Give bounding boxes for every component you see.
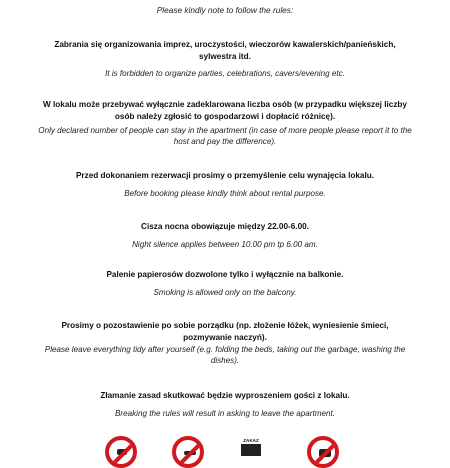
rule-text-en: Smoking is allowed only on the balcony. bbox=[153, 287, 297, 297]
no-noise-icon bbox=[307, 436, 339, 468]
rule-smoking bbox=[45, 269, 405, 298]
rule-text-pl: Przed dokonaniem rezerwacji prosimy o przemyślenie celu wynajęcia lokalu. bbox=[75, 171, 375, 180]
cigarette-icon bbox=[184, 451, 196, 455]
rule-text-en: Only declared number of people can stay in the apartment (in case of more people please report it to the host and pay the difference). bbox=[38, 126, 412, 147]
rule-tidy bbox=[38, 320, 412, 367]
rule-text-pl: Zabrania się organizowania imprez, uroczystości, wieczorów kawalerskich/panieńskich, sylwestra itd. bbox=[54, 40, 396, 61]
speaker-icon bbox=[319, 449, 331, 457]
rule-guest-count bbox=[38, 99, 412, 148]
zakaz-label: ZAKAZ bbox=[243, 438, 259, 443]
intro-text: Please kindly note to follow the rules: bbox=[156, 5, 294, 15]
no-smoking-icon bbox=[172, 436, 204, 468]
prohibition-icons-row bbox=[0, 436, 450, 456]
no-party-icon bbox=[105, 436, 137, 468]
rule-text-pl: Palenie papierosów dozwolone tylko i wyłącznie na balkonie. bbox=[106, 270, 344, 279]
rule-parties bbox=[45, 39, 405, 79]
rule-text-en: Breaking the rules will result in asking to leave the apartment. bbox=[115, 408, 335, 418]
rule-text-en: Night silence applies between 10.00 pm tp 6.00 am. bbox=[132, 239, 318, 249]
rule-text-en: Before booking please kindly think about rental purpose. bbox=[124, 188, 326, 198]
rule-text-pl: W lokalu może przebywać wyłącznie zadeklarowana liczba osób (w przypadku większej liczby osób należy zgłosić to gospodarzowi i dopłacić różnicę). bbox=[42, 100, 407, 121]
rule-text-pl: Prosimy o pozostawienie po sobie porządku (np. złożenie łóżek, wyniesienie śmieci, pozmywanie naczyń). bbox=[61, 321, 389, 342]
rule-night-silence bbox=[45, 221, 405, 250]
rule-text-en: Please leave everything tidy after yourself (e.g. folding the beds, taking out the garbage, washing the dishes). bbox=[44, 345, 406, 366]
rule-booking-purpose bbox=[45, 170, 405, 199]
zakaz-pictogram bbox=[241, 444, 261, 456]
rule-text-pl: Złamanie zasad skutkować będzie wyproszeniem gości z lokalu. bbox=[100, 391, 350, 400]
zakaz-sign-icon bbox=[236, 438, 266, 454]
rule-text-en: It is forbidden to organize parties, celebrations, cavers/evening etc. bbox=[105, 69, 345, 78]
rule-text-pl: Cisza nocna obowiązuje między 22.00-6.00. bbox=[141, 222, 309, 231]
rule-breaking bbox=[45, 390, 405, 419]
